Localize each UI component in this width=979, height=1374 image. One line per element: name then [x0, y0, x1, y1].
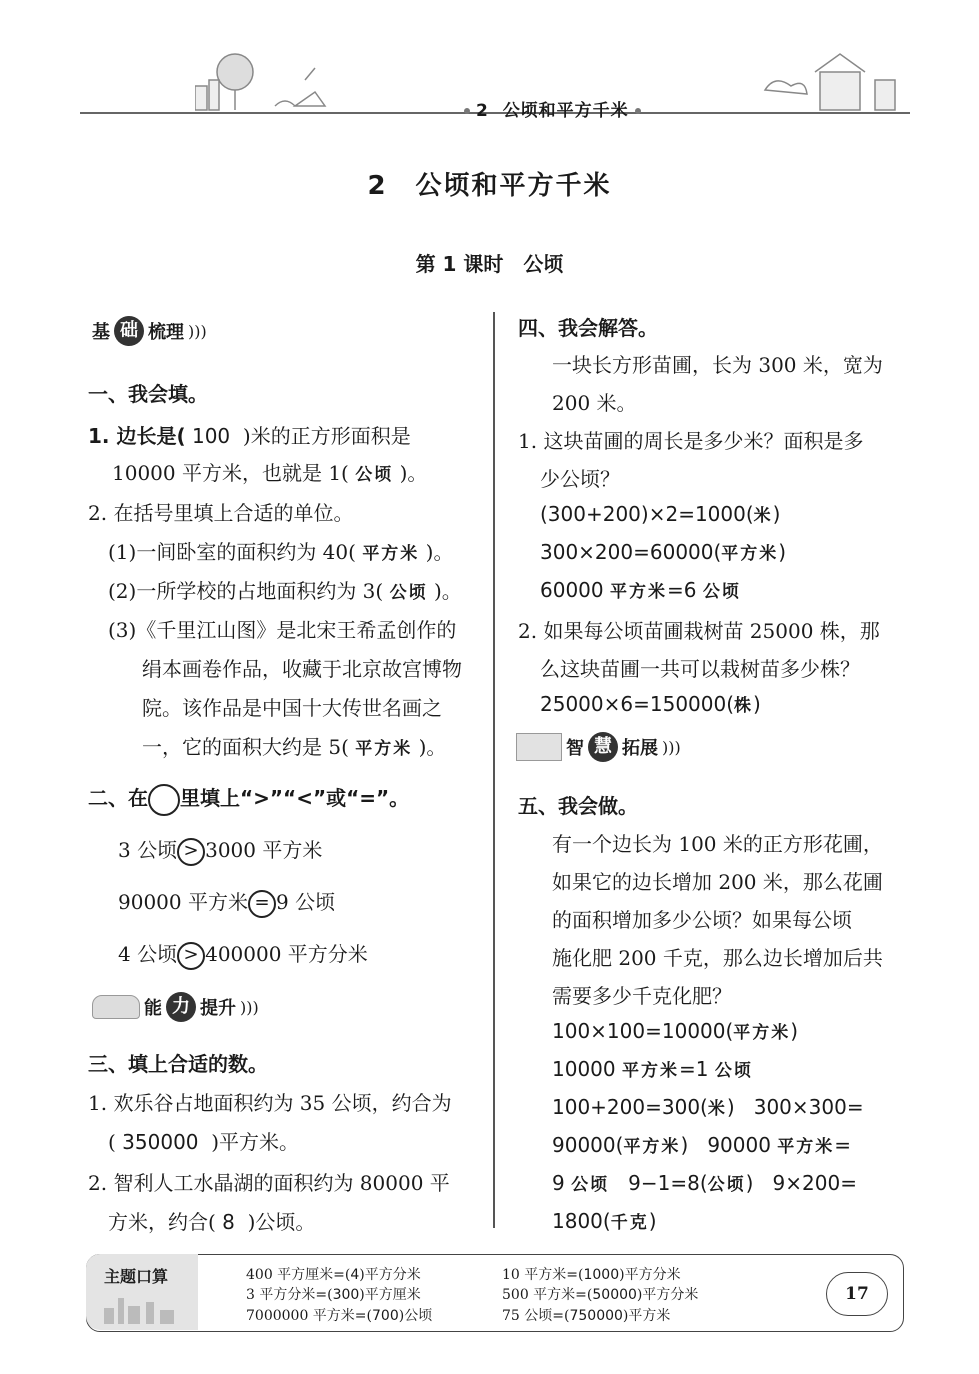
compare-3-right: 400000 平方分米 — [205, 942, 368, 966]
q1-text-end: )米的正方形面积是 — [242, 424, 411, 448]
item-4-pre: 500 平方米=( — [502, 1287, 593, 1303]
header-dot-right — [635, 108, 641, 114]
a5-5-expr: 9−1=8( — [628, 1171, 708, 1195]
a5-2-unit2: 公顷 — [714, 1061, 753, 1081]
mental-math-item-3 — [246, 1284, 421, 1304]
s4-para-line2: 200 米。 — [552, 391, 637, 415]
books-icon — [516, 733, 562, 761]
a5-1-unit: 平方米 — [733, 1023, 791, 1043]
item-5-answer: 700 — [372, 1308, 399, 1324]
item-6-post: )平方米 — [622, 1308, 671, 1324]
a5-6-unit: 千克 — [610, 1213, 649, 1233]
a5-6: 1800(千克) — [552, 1209, 657, 1233]
item-2-answer: 1000 — [583, 1267, 620, 1283]
section1-title: 一、我会填。 — [88, 382, 208, 406]
section2-title — [88, 782, 409, 816]
badge-zhihui-char2: 慧 — [588, 732, 618, 762]
q2-3-line4 — [142, 731, 446, 760]
a5-3-unit: 米 — [707, 1099, 727, 1119]
s4-para-line1: 一块长方形苗圃，长为 300 米，宽为 — [552, 353, 883, 377]
q4-2-line2: 么这块苗圃一共可以栽树苗多少株？ — [540, 657, 860, 681]
a5-4-unit2: 平方米 — [777, 1137, 835, 1157]
q3-2-line1: 2. 智利人工水晶湖的面积约为 80000 平 — [88, 1171, 450, 1195]
a4-3-eq: =6 — [666, 578, 697, 602]
compare-1-right: 3000 平方米 — [205, 838, 323, 862]
q1b-text: 10000 平方米，也就是 1( — [112, 461, 349, 485]
badge-nengli-char3: 提升 — [200, 998, 236, 1019]
compare-1-left: 3 公顷 — [118, 838, 178, 862]
s5-para-line1: 有一个边长为 100 米的正方形花圃， — [552, 832, 883, 856]
a4-3-unit1: 平方米 — [609, 582, 667, 602]
badge-jichu-char2: 础 — [114, 316, 144, 346]
mental-math-item-5 — [246, 1305, 432, 1325]
q3-2-pre: 方米，约合( — [108, 1210, 216, 1234]
q2-1 — [108, 536, 453, 565]
a5-3: 100+200=300(米) 300×300= — [552, 1095, 864, 1119]
item-1-pre: 400 平方厘米=( — [246, 1267, 351, 1283]
a4-3-unit2: 公顷 — [702, 582, 741, 602]
blank-circle-icon — [148, 784, 180, 816]
mental-math-item-1 — [246, 1264, 421, 1284]
header-chapter-no: 2 — [476, 101, 489, 121]
a5-2-unit1: 平方米 — [621, 1061, 679, 1081]
a5-5-unit: 公顷 — [571, 1175, 610, 1195]
car-icon — [92, 995, 140, 1019]
q3-2-end: )公顷。 — [247, 1210, 316, 1234]
q2-1-answer: 平方米 — [362, 544, 420, 564]
q2-3-end: )。 — [418, 735, 447, 759]
a4-1-expr: (300+200)×2=1000( — [540, 502, 754, 526]
compare-2 — [118, 886, 335, 918]
q1-answer: 100 — [191, 424, 231, 448]
s5-para-line4: 施化肥 200 千克，那么边长增加后共 — [552, 946, 883, 970]
section5-title: 五、我会做。 — [518, 794, 638, 818]
q1b-answer: 公顷 — [355, 465, 394, 485]
page-number: 17 — [826, 1272, 888, 1316]
s5-para-line3: 的面积增加多少公顷？如果每公顷 — [552, 908, 852, 932]
header-chapter-title: 公顷和平方千米 — [502, 101, 629, 121]
compare-2-symbol: = — [248, 890, 276, 918]
item-2-pre: 10 平方米=( — [502, 1267, 584, 1283]
city-skyline-icon — [100, 1288, 188, 1324]
a4-3-num: 60000 — [540, 578, 604, 602]
a4-2-expr: 300×200=60000( — [540, 540, 722, 564]
a5-6-num: 1800( — [552, 1209, 611, 1233]
q3-1-line1: 1. 欢乐谷占地面积约为 35 公顷，约合为 — [88, 1091, 452, 1115]
q2-3-line1: (3)《千里江山图》是北宋王希孟创作的 — [108, 618, 457, 642]
badge-zhihui-char1: 智 — [566, 738, 584, 759]
q2-1-text: (1)一间卧室的面积约为 40( — [108, 540, 356, 564]
a5-5-unit2: 公顷 — [707, 1175, 746, 1195]
item-5-post: )公顷 — [398, 1308, 433, 1324]
a5-5-num: 9 — [552, 1171, 565, 1195]
q2-title: 2. 在括号里填上合适的单位。 — [88, 501, 354, 525]
q3-1-pre: ( — [108, 1130, 116, 1154]
q2-3-line2: 绢本画卷作品，收藏于北京故宫博物 — [142, 657, 462, 681]
item-6-pre: 75 公顷=( — [502, 1308, 570, 1324]
q1-text: 1. 边长是( — [88, 424, 186, 448]
q2-2-end: )。 — [433, 579, 462, 603]
compare-1-symbol: > — [177, 838, 205, 866]
a5-2-eq: =1 — [678, 1057, 709, 1081]
section3-title: 三、填上合适的数。 — [88, 1052, 268, 1076]
badge-jichu-char3: 梳理 — [148, 322, 184, 343]
column-divider — [493, 312, 495, 1228]
lesson-title: 第 1 课时 公顷 — [415, 252, 564, 276]
badge-arc-icon: ))) — [240, 997, 259, 1017]
q4-1-line2: 少公顷？ — [540, 467, 620, 491]
s5-para-line5: 需要多少千克化肥？ — [552, 984, 732, 1008]
a5-4-num2: 90000 — [707, 1133, 771, 1157]
item-1-post: )平方分米 — [359, 1267, 421, 1283]
a4-3 — [540, 577, 741, 602]
compare-3 — [118, 938, 368, 970]
q2-2-text: (2)一所学校的占地面积约为 3( — [108, 579, 384, 603]
a4-4: 25000×6=150000(株) — [540, 692, 761, 716]
chapter-title: 2 公顷和平方千米 — [367, 171, 612, 201]
item-5-pre: 7000000 平方米=( — [246, 1308, 372, 1324]
mental-math-item-6 — [502, 1305, 670, 1325]
badge-jichu-char1: 基 — [92, 322, 110, 343]
q2-2 — [108, 575, 462, 604]
badge-nengli-char1: 能 — [144, 998, 162, 1019]
running-header — [458, 96, 647, 121]
badge-arc-icon: ))) — [188, 321, 207, 341]
item-3-pre: 3 平方分米=( — [246, 1287, 333, 1303]
a4-1: (300+200)×2=1000(米) — [540, 502, 781, 526]
compare-2-left: 90000 平方米 — [118, 890, 248, 914]
a5-5-expr2: 9×200= — [772, 1171, 857, 1195]
mental-math-box — [86, 1254, 904, 1332]
q1-line2 — [112, 457, 427, 486]
a5-4: 90000(平方米) 90000 平方米= — [552, 1133, 852, 1157]
q2-3-answer: 平方米 — [355, 739, 413, 759]
item-4-post: )平方分米 — [636, 1287, 699, 1303]
item-6-answer: 750000 — [569, 1308, 623, 1324]
q3-1-line2 — [108, 1126, 299, 1155]
badge-zhihui-char3: 拓展 — [622, 738, 658, 759]
item-1-answer: 4 — [350, 1267, 360, 1283]
a4-4-expr: 25000×6=150000( — [540, 692, 735, 716]
q2-2-answer: 公顷 — [389, 583, 428, 603]
q3-2-answer: 8 — [222, 1210, 235, 1234]
q3-1-answer: 350000 — [122, 1130, 199, 1154]
q2-1-end: )。 — [425, 540, 454, 564]
a4-2-unit: 平方米 — [721, 544, 779, 564]
q4-1-line1: 1. 这块苗圃的周长是多少米？面积是多 — [518, 429, 864, 453]
section4-title: 四、我会解答。 — [518, 316, 658, 340]
a5-3-expr: 100+200=300( — [552, 1095, 708, 1119]
a5-3-expr2: 300×300= — [753, 1095, 864, 1119]
a4-1-unit: 米 — [753, 506, 773, 526]
a4-4-unit: 株 — [734, 696, 754, 716]
s5-para-line2: 如果它的边长增加 200 米，那么花圃 — [552, 870, 883, 894]
s2-post: 里填上“>”“<”或“=”。 — [180, 786, 410, 810]
a5-4-unit: 平方米 — [623, 1137, 681, 1157]
badge-nengli — [92, 992, 259, 1022]
q3-2-line2 — [108, 1206, 315, 1235]
q1-line1 — [88, 420, 411, 449]
a5-5: 9 公顷 9−1=8(公顷) 9×200= — [552, 1171, 857, 1195]
s2-pre: 二、在 — [88, 786, 148, 810]
compare-3-left: 4 公顷 — [118, 942, 178, 966]
a5-4-num: 90000( — [552, 1133, 624, 1157]
a5-1-expr: 100×100=10000( — [552, 1019, 734, 1043]
q1b-end: )。 — [399, 461, 428, 485]
badge-jichu — [92, 316, 207, 346]
mental-math-item-2 — [502, 1264, 681, 1284]
compare-2-right: 9 公顷 — [275, 890, 336, 914]
a5-2 — [552, 1056, 753, 1081]
q3-1-end: )平方米。 — [211, 1130, 300, 1154]
q2-3-text: 一，它的面积大约是 5( — [142, 735, 349, 759]
a4-2: 300×200=60000(平方米) — [540, 540, 787, 564]
item-3-answer: 300 — [332, 1287, 360, 1303]
header-dot-left — [464, 108, 470, 114]
badge-nengli-char2: 力 — [166, 992, 196, 1022]
a5-1: 100×100=10000(平方米) — [552, 1019, 799, 1043]
compare-1 — [118, 834, 322, 866]
a5-2-num: 10000 — [552, 1057, 616, 1081]
compare-3-symbol: > — [177, 942, 205, 970]
a5-4-eq: = — [834, 1133, 852, 1157]
mental-math-label: 主题口算 — [104, 1267, 169, 1286]
q2-3-line3: 院。该作品是中国十大传世名画之 — [142, 696, 442, 720]
item-4-answer: 50000 — [592, 1287, 637, 1303]
badge-zhihui — [516, 732, 681, 762]
mental-math-item-4 — [502, 1284, 698, 1304]
item-3-post: )平方厘米 — [359, 1287, 421, 1303]
q4-2-line1: 2. 如果每公顷苗圃栽树苗 25000 株，那 — [518, 619, 880, 643]
badge-arc-icon: ))) — [662, 737, 681, 757]
item-2-post: )平方分米 — [619, 1267, 681, 1283]
